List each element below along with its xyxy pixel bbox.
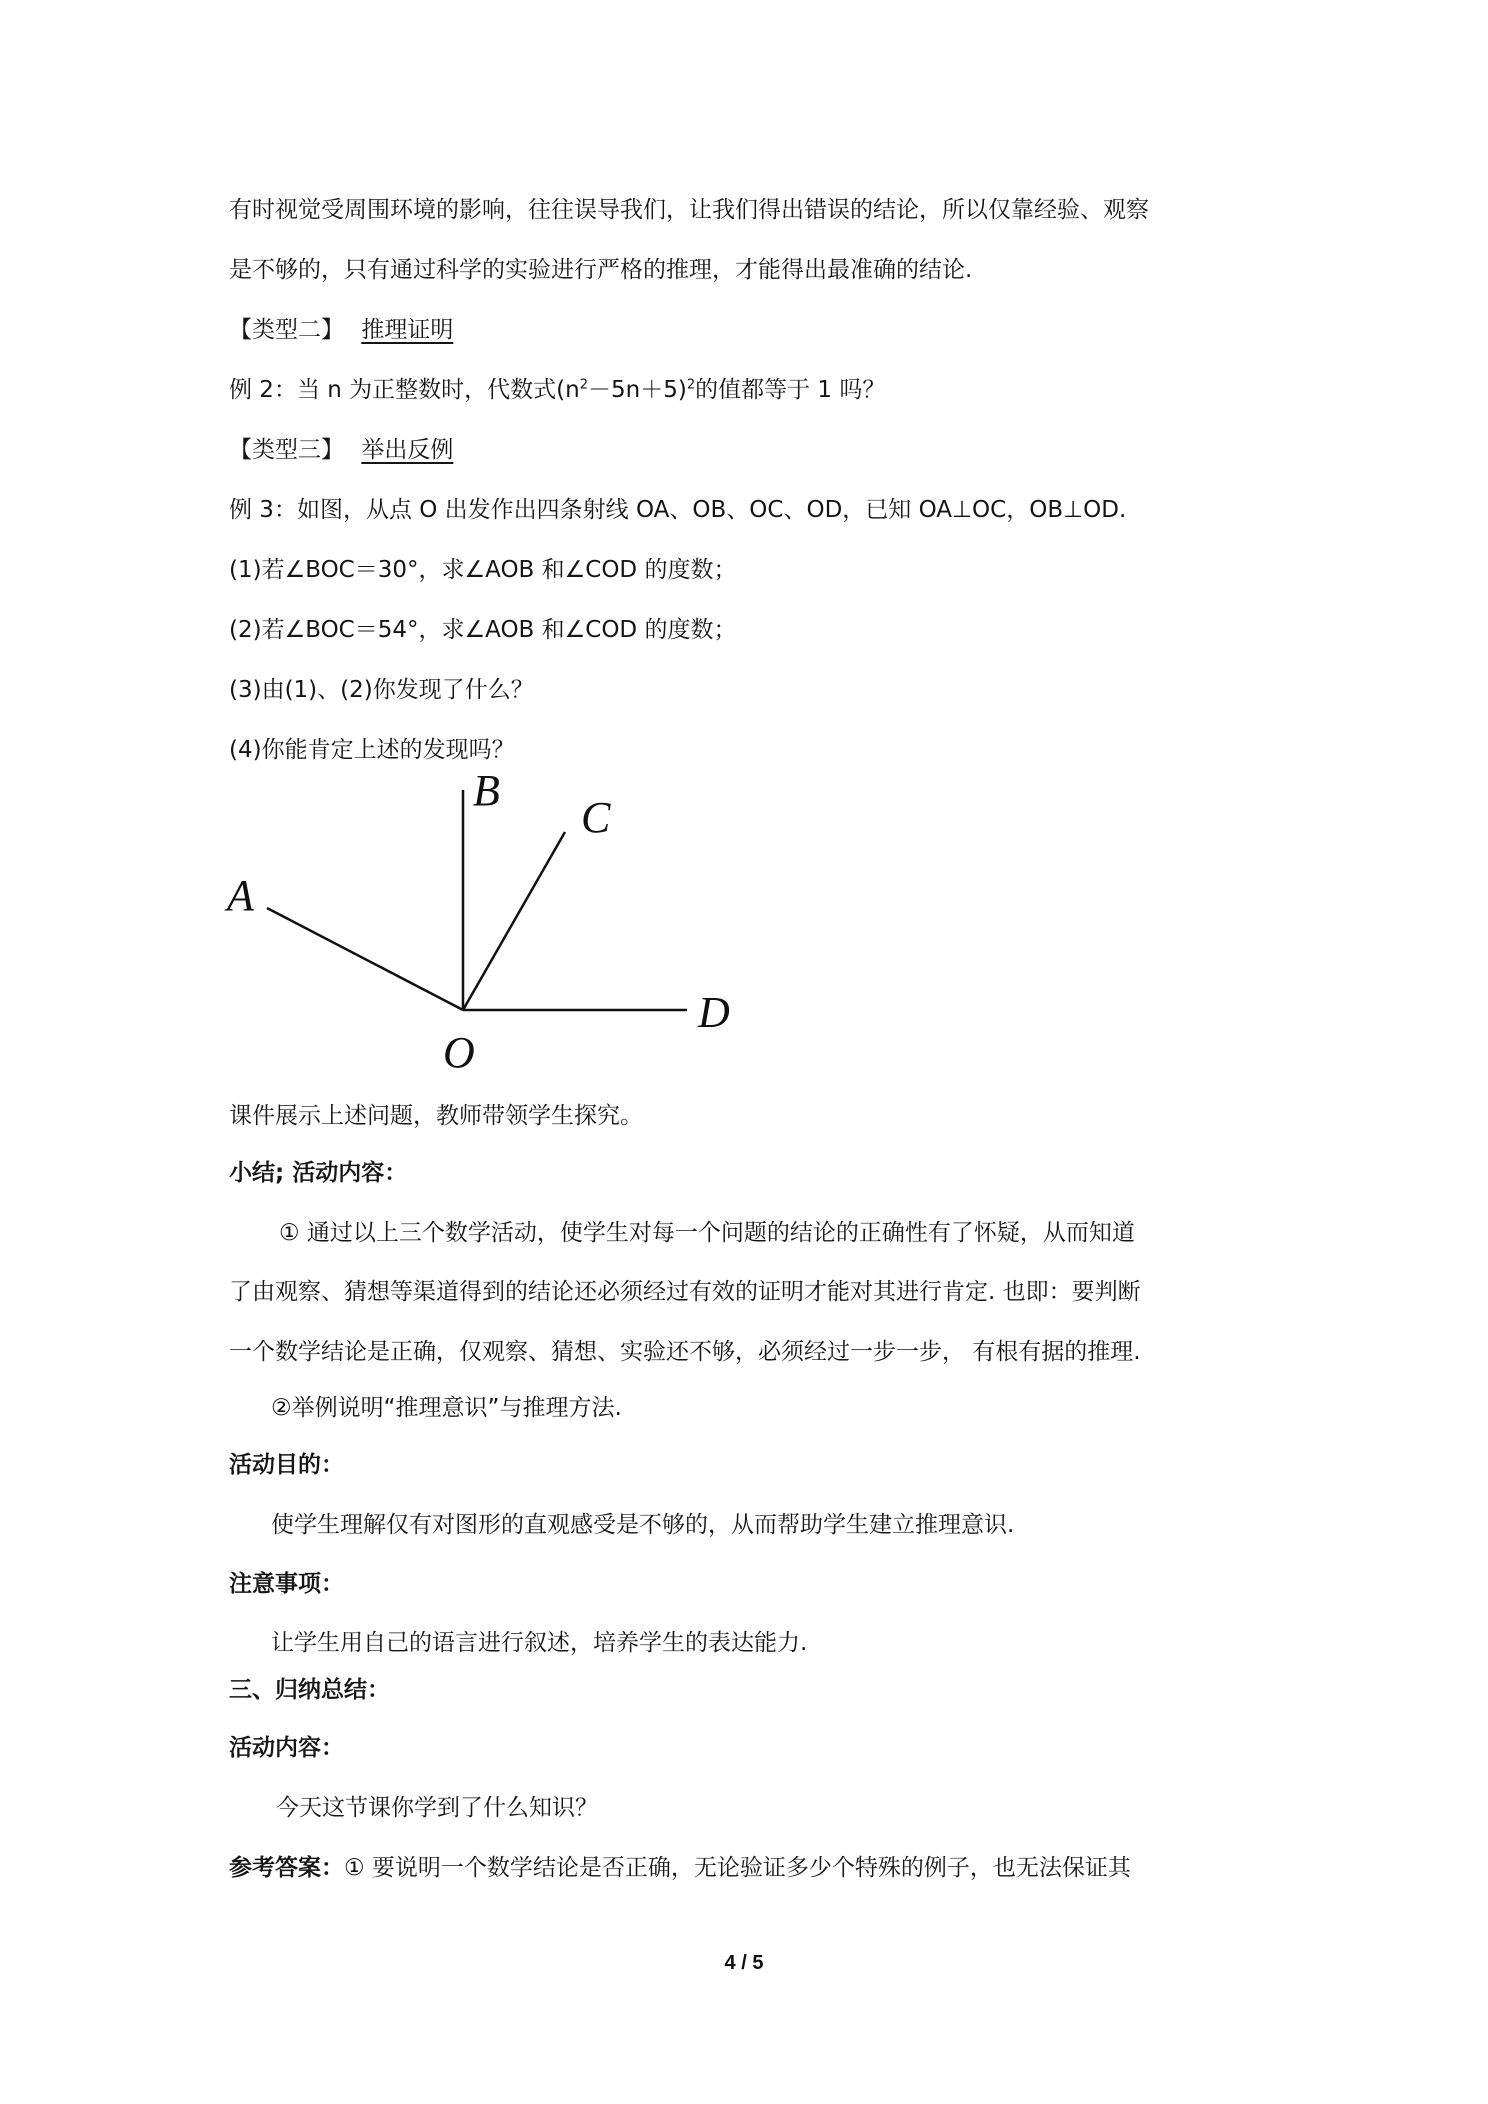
summary-p2: ②举例说明“推理意识”与推理方法. xyxy=(271,1395,622,1421)
type2-heading xyxy=(229,312,453,348)
label-a: A xyxy=(227,871,254,920)
notes-heading: 注意事项： xyxy=(229,1571,344,1597)
summary-heading: 小结; 活动内容： xyxy=(229,1160,408,1186)
courseware-line: 课件展示上述问题，教师带领学生探究。 xyxy=(229,1103,643,1129)
paragraph-line: 有时视觉受周围环境的影响，往往误导我们，让我们得出错误的结论，所以仅靠经验、观察 xyxy=(229,197,1149,223)
type2-bracket: 【类型二】 xyxy=(229,317,344,343)
example2-part-c: 的值都等于 1 吗？ xyxy=(695,377,886,403)
label-o: O xyxy=(443,1028,475,1077)
summary-p1-line2: 了由观察、猜想等渠道得到的结论还必须经过有效的证明才能对其进行肯定. 也即：要判断 xyxy=(229,1279,1141,1305)
purpose-text: 使学生理解仅有对图形的直观感受是不够的，从而帮助学生建立推理意识. xyxy=(271,1512,1015,1538)
type3-title: 举出反例 xyxy=(361,437,454,463)
type2-title: 推理证明 xyxy=(361,317,454,343)
example3-q1: (1)若∠BOC＝30°，求∠AOB 和∠COD 的度数； xyxy=(229,557,737,583)
ray-oc xyxy=(463,832,565,1010)
answer-label: 参考答案： xyxy=(229,1855,344,1881)
example3-q2: (2)若∠BOC＝54°，求∠AOB 和∠COD 的度数； xyxy=(229,617,737,643)
ray-oa xyxy=(267,908,463,1010)
example2-part-b: －5n＋5) xyxy=(587,377,687,403)
paragraph-line: 是不够的，只有通过科学的实验进行严格的推理，才能得出最准确的结论. xyxy=(229,257,973,283)
example3-intro: 例 3：如图，从点 O 出发作出四条射线 OA、OB、OC、OD，已知 OA⊥OC，OB⊥OD. xyxy=(229,497,1127,523)
type3-heading xyxy=(229,432,453,468)
label-c: C xyxy=(581,793,611,842)
example2-part-a: 例 2：当 n 为正整数时，代数式(n xyxy=(229,377,580,403)
page-number: 4 / 5 xyxy=(724,1952,764,1974)
purpose-heading: 活动目的： xyxy=(229,1452,344,1478)
type3-bracket: 【类型三】 xyxy=(229,437,344,463)
activity-heading: 活动内容： xyxy=(229,1735,344,1761)
activity-text: 今天这节课你学到了什么知识？ xyxy=(276,1795,598,1821)
notes-text: 让学生用自己的语言进行叙述，培养学生的表达能力. xyxy=(271,1630,808,1656)
example2-text xyxy=(229,372,885,408)
example3-q4: (4)你能肯定上述的发现吗？ xyxy=(229,737,515,763)
rays-figure xyxy=(215,770,755,1080)
answer-line xyxy=(229,1850,1131,1886)
example2-sup2: 2 xyxy=(686,377,696,393)
example2-sup1: 2 xyxy=(579,377,588,393)
example3-q3: (3)由(1)、(2)你发现了什么？ xyxy=(229,677,534,703)
summary-p1-line3: 一个数学结论是正确，仅观察、猜想、实验还不够，必须经过一步一步， 有根有据的推理. xyxy=(229,1339,1141,1365)
answer-text: ① 要说明一个数学结论是否正确，无论验证多少个特殊的例子，也无法保证其 xyxy=(344,1855,1131,1881)
summary-p1-line1: ① 通过以上三个数学活动，使学生对每一个问题的结论的正确性有了怀疑，从而知道 xyxy=(279,1220,1135,1246)
section3-heading: 三、归纳总结： xyxy=(229,1677,390,1703)
label-b: B xyxy=(473,770,500,815)
label-d: D xyxy=(698,988,730,1037)
